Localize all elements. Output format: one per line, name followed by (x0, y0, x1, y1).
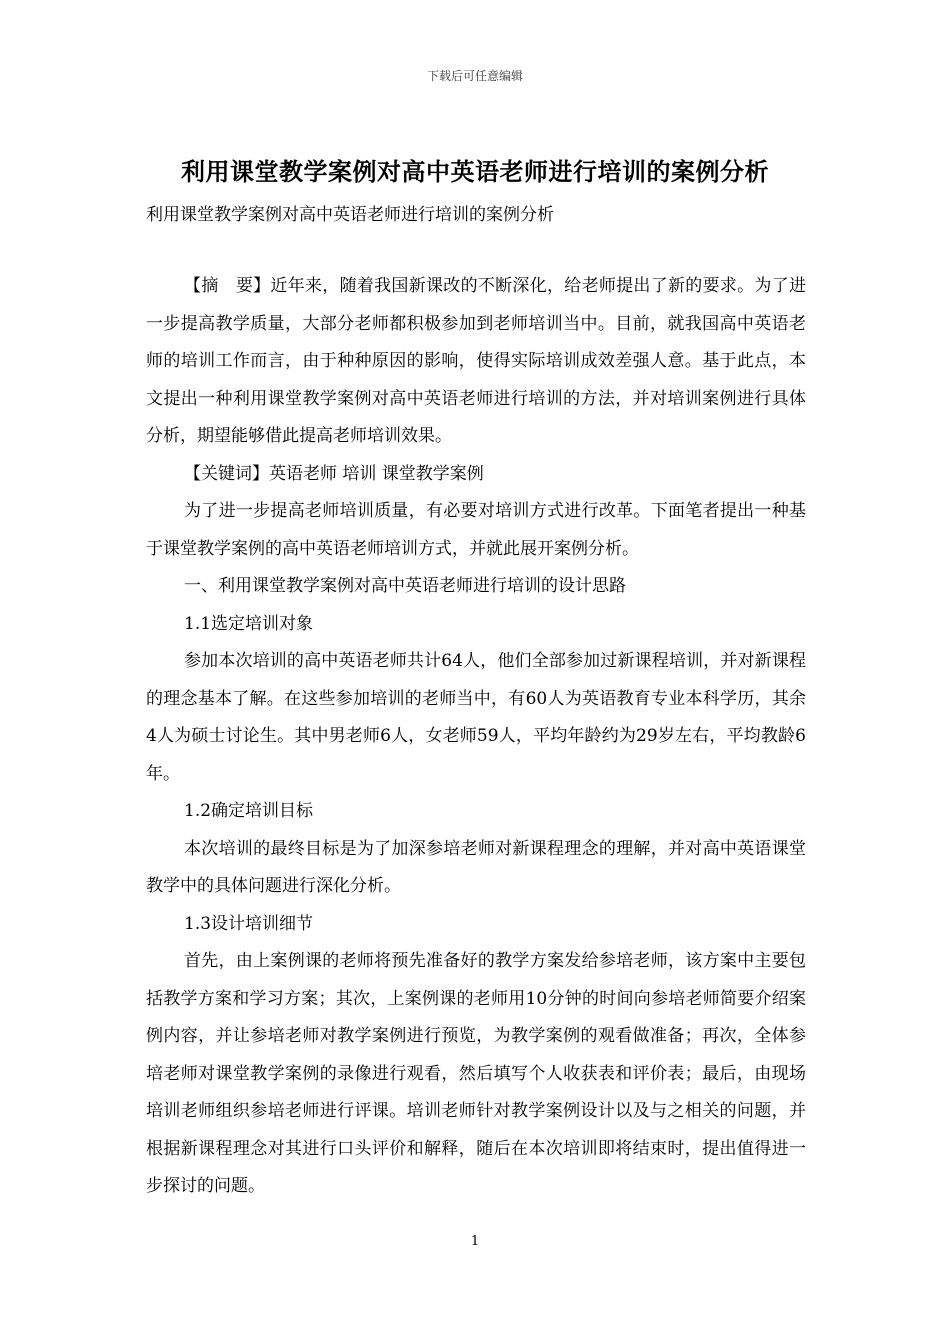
section-heading-1: 一、利用课堂教学案例对高中英语老师进行培训的设计思路 (184, 576, 626, 596)
keywords-paragraph: 【关键词】英语老师 培训 课堂教学案例 (184, 463, 484, 484)
subsection-heading-1-3: 1.3设计培训细节 (184, 913, 314, 934)
subsection-heading-1-2: 1.2确定培训目标 (184, 801, 314, 821)
page-number: 1 (470, 1234, 480, 1249)
document-title: 利用课堂教学案例对高中英语老师进行培训的案例分析 (181, 157, 769, 186)
subsection-heading-1-1: 1.1选定培训对象 (184, 613, 314, 634)
document-subtitle: 利用课堂教学案例对高中英语老师进行培训的案例分析 (146, 205, 554, 225)
body-paragraph: 本次培训的最终目标是为了加深参培老师对新课程理念的理解，并对高中英语课堂教学中的具体问题进行深化分析。 (146, 838, 806, 896)
intro-paragraph: 为了进一步提高老师培训质量，有必要对培训方式进行改革。下面笔者提出一种基于课堂教学案例的高中英语老师培训方式，并就此展开案例分析。 (146, 501, 806, 559)
page-header: 下载后可任意编辑 (426, 69, 523, 83)
abstract-paragraph: 【摘 要】近年来，随着我国新课改的不断深化，给老师提出了新的要求。为了进一步提高教学质量，大部分老师都积极参加到老师培训当中。目前，就我国高中英语老师的培训工作而言，由于种种原因的影响，使得实际培训成效差强人意。基于此点，本文提出一种利用课堂教学案例对高中英语老师进行培训的方法，并对培训案例进行具体分析，期望能够借此提高老师培训效果。 (146, 276, 806, 446)
body-paragraph: 参加本次培训的高中英语老师共计64人，他们全部参加过新课程培训，并对新课程的理念基本了解。在这些参加培训的老师当中，有60人为英语教育专业本科学历，其余4人为硕士讨论生。其中男老师6人，女老师59人，平均年龄约为29岁左右，平均教龄6年。 (146, 651, 806, 784)
body-paragraph: 首先，由上案例课的老师将预先准备好的教学方案发给参培老师，该方案中主要包括教学方案和学习方案；其次，上案例课的老师用10分钟的时间向参培老师简要介绍案例内容，并让参培老师对教学案例进行预览，为教学案例的观看做准备；再次，全体参培老师对课堂教学案例的录像进行观看，然后填写个人收获表和评价表；最后，由现场培训老师组织参培老师进行评课。培训老师针对教学案例设计以及与之相关的问题，并根据新课程理念对其进行口头评价和解释，随后在本次培训即将结束时，提出值得进一步探讨的问题。 (146, 951, 806, 1196)
document-body (146, 268, 806, 1206)
